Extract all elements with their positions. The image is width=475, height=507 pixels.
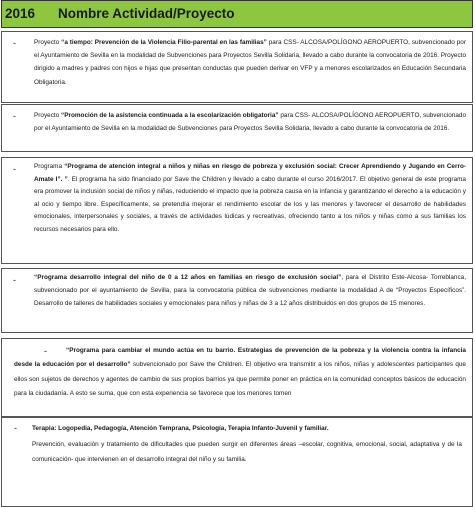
- row-bullet: -: [14, 423, 17, 433]
- description-body: para CSS- ALCOSA/POLÍGONO AEROPUERTO, subvencionado por el Ayuntamiento de Sevilla en la modalidad de Subvenciones para Proyectos Sevilla Solidaria, llevado a cabo durante la convocatoria de 2016.: [34, 112, 466, 133]
- row-bullet: -: [44, 346, 47, 356]
- description-body: para CSS- ALCOSA/POLÍGONO AEROPUERTO, subvencionado por el Ayuntamiento de Sevilla en la modalidad de Subvenciones para Proyectos Sevilla Solidaria, llevado a cabo durante la convocatoria de 2016. Proyecto dirigido a madres y padres con hijos e hijas que presentan conductas que pueden derivar en VFP y a menores escolarizados en Educación Secundaria Obligatoria.: [34, 39, 466, 86]
- project-description: [14, 344, 466, 416]
- project-name: “Programa de atención integral a niños y niñas en riesgo de pobreza y exclusión social: Crecer Aprendiendo y Jugando en Cerro-Amate I”. ”: [34, 163, 466, 183]
- project-row: [1, 157, 473, 264]
- project-name: “Programa para cambiar el mundo actúa en tu barrio. Estrategias de prevención de la pobreza y la violencia contra la infancia desde la educación por el desarrollo”: [14, 347, 466, 369]
- project-description: [34, 36, 466, 89]
- table-header: [1, 0, 473, 28]
- project-description: [32, 421, 462, 468]
- project-row: [1, 268, 473, 333]
- project-name: Terapia: Logopedia, Pedagogía, Atención Temprana, Psicología, Terapia Infanto-Juvenil y familiar.: [32, 425, 329, 432]
- project-description: [34, 272, 466, 310]
- activities-table: [1, 0, 473, 507]
- row-bullet: -: [13, 38, 16, 48]
- project-row: [1, 417, 473, 507]
- description-prefix: Proyecto: [34, 112, 62, 119]
- row-bullet: -: [13, 275, 16, 285]
- year-heading: 2016: [5, 6, 36, 21]
- description-body: , para el Distrito Este-Alcosa- Torreblanca, subvencionado por el ayuntamiento de Sevilla, para la convocatoria pública de subvenciones mediante la modalidad A de “Proyectos Específicos”. Desarrollo de talleres de habilidades sociales y emocionales para niños y niñas de 3 a 12 años distribuidos en dos grupos de 15 menores.: [34, 274, 466, 307]
- project-description: [34, 161, 466, 237]
- project-row: [1, 31, 473, 103]
- description-prefix: Proyecto: [34, 39, 62, 46]
- description-body: . El programa ha sido financiado por Save the Children y llevado a cabo durante el curso 2016/2017. El objetivo general de este programa era promover la inclusión social de niños y niñas, reduciendo el impacto que la pobreza causa en la infancia y garantizando el derecho a la educación y al ocio y tiempo libre. Específicamente, se pretendía mejorar el rendimiento escolar de los y las menores y favorecer el desarrollo de habilidades emocionales, interpersonales y sociales, a través de actividades lúdicas y recreativas, ofreciendo tanto a los niños y niñas como a sus familias los recursos necesarios para ello.: [34, 175, 466, 233]
- project-row: [1, 338, 473, 417]
- project-name: “Promoción de la asistencia continuada a la escolarización obligatoria”: [61, 112, 279, 119]
- project-description: [34, 109, 466, 135]
- title-heading: Nombre Actividad/Proyecto: [58, 6, 235, 21]
- project-name: “Programa desarrollo integral del niño de 0 a 12 años en familias en riesgo de exclusión social”: [34, 274, 342, 281]
- description-body: subvencionado por Save the Children. El objetivo era transmitir a los niños, niñas y adolescentes participantes que ellos son sujetos de derechos y agentes de cambio de sus propios barrios ya que permite poner en práctica en la comunidad conceptos básicos de educación para la ciudadanía. A esto se suma, que con esta experiencia se favorece que los menores tomen: [14, 361, 466, 397]
- project-row: [1, 104, 473, 152]
- row-bullet: -: [13, 164, 16, 174]
- project-name: “a tiempo: Prevención de la Violencia Filio-parental en las familias”: [61, 39, 267, 46]
- description-body: Prevención, evaluación y tratamiento de dificultades que pueden surgir en diferentes áreas –escolar, cognitiva, emocional, social, adaptativa y de la comunicación- que intervienen en el desarrollo integral del niño y su familia.: [32, 440, 462, 463]
- description-prefix: Programa: [34, 163, 65, 170]
- row-bullet: -: [13, 111, 16, 121]
